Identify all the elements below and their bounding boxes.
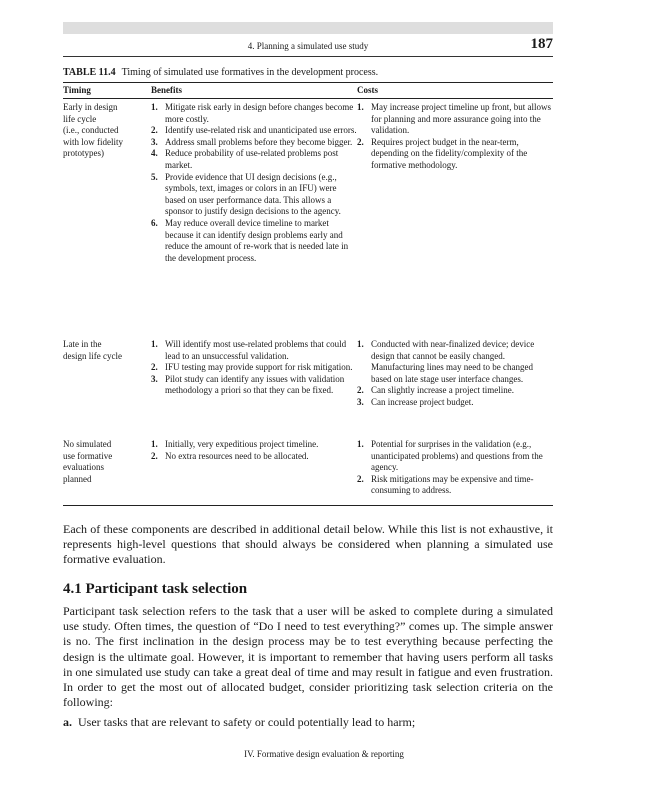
list-item: 1. Will identify most use-related problems that could lead to an unsuccessful validation. [151,339,347,361]
table-row [63,99,553,339]
page-header [63,36,553,54]
section-paragraph: Participant task selection refers to the task that a user will be asked to complete during a simulated use study. Often times, the question of “Do I need to test everything?” comes up. The simple answer is no. The first inclination in the design process may be to test everything because perfecting the design is the ultimate goal. However, it is important to remember that having users perform all tasks in one simulated use study can take a great deal of time and may result in fatigue and even frustration. In order to get the most out of allocated budget, consider prioritizing task selection criteria on the following: [63,604,553,710]
table-caption [63,67,378,78]
table-header-row [63,83,553,98]
costs-cell [357,102,553,172]
page-number: 187 [530,36,553,52]
list-item: 6. May reduce overall device timeline to market because it can identify design problems early and reduce the amount of re-work that is needed late in the development process. [151,217,349,263]
timing-cell: Early in design life cycle (i.e., conducted with low fidelity prototypes) [63,102,123,159]
header-rule [63,56,553,57]
benefits-cell [151,102,357,264]
top-header-band [63,22,553,34]
timing-cell: No simulated use formative evaluations planned [63,439,113,484]
list-item: 2. IFU testing may provide support for risk mitigation. [151,362,353,373]
col-header-timing: Timing [63,84,91,95]
section-heading: 4.1 Participant task selection [63,581,248,597]
costs-cell [357,439,553,497]
list-item: 3. Pilot study can identify any issues with validation methodology a priori so that they can be fixed. [151,373,345,396]
list-item: 1. May increase project timeline up front, but allows for planning and more assurance going into the validation. [357,102,551,136]
table-bottom-rule [63,505,553,506]
benefits-cell [151,439,357,462]
list-item: 3. Can increase project budget. [357,396,474,407]
intro-paragraph: Each of these components are described in additional detail below. While this list is not exhaustive, it represents high-level questions that should always be considered when planning a simulated use formative evaluation. [63,522,553,567]
list-item: 1. Conducted with near-finalized device; device design that cannot be easily changed. Manufacturing lines may need to be changed based on late stage user interface changes. [357,339,535,384]
col-header-costs: Costs [357,84,379,95]
timing-cell: Late in the design life cycle [63,339,122,361]
costs-cell [357,339,553,409]
list-item: 3. Address small problems before they become bigger. [151,136,353,147]
list-item: 2. Requires project budget in the near-term, depending on the fidelity/complexity of the formative methodology. [357,136,528,170]
list-item: 1. Potential for surprises in the validation (e.g., unanticipated problems) and questions from the agency. [357,439,543,473]
benefits-cell [151,339,357,397]
list-item: 5. Provide evidence that UI design decisions (e.g., symbols, text, images or colors in an IFU) were based on user performance data. This allows a sponsor to justify design decisions to the agency. [151,171,341,217]
list-item: 2. Identify use-related risk and unanticipated use errors. [151,125,357,136]
list-item: 2. Risk mitigations may be expensive and time-consuming to address. [357,473,534,496]
page-footer: IV. Formative design evaluation & reporting [244,749,404,759]
table-row [63,339,553,439]
list-marker: a. [63,715,72,729]
list-item: 1. Initially, very expeditious project timeline. [151,439,319,449]
list-item: 1. Mitigate risk early in design before changes become more costly. [151,102,354,124]
list-item-text: User tasks that are relevant to safety or could potentially lead to harm; [78,715,416,729]
criteria-list-item [63,715,553,730]
running-head: 4. Planning a simulated use study [247,41,369,51]
timing-table [63,82,553,506]
col-header-benefits: Benefits [151,84,182,95]
list-item: 2. No extra resources need to be allocated. [151,450,309,461]
table-label: TABLE 11.4 [63,67,116,78]
table-row [63,439,553,505]
table-caption-text: Timing of simulated use formatives in the development process. [121,67,379,78]
list-item: 4. Reduce probability of use-related problems post market. [151,148,339,170]
list-item: 2. Can slightly increase a project timeline. [357,385,514,396]
